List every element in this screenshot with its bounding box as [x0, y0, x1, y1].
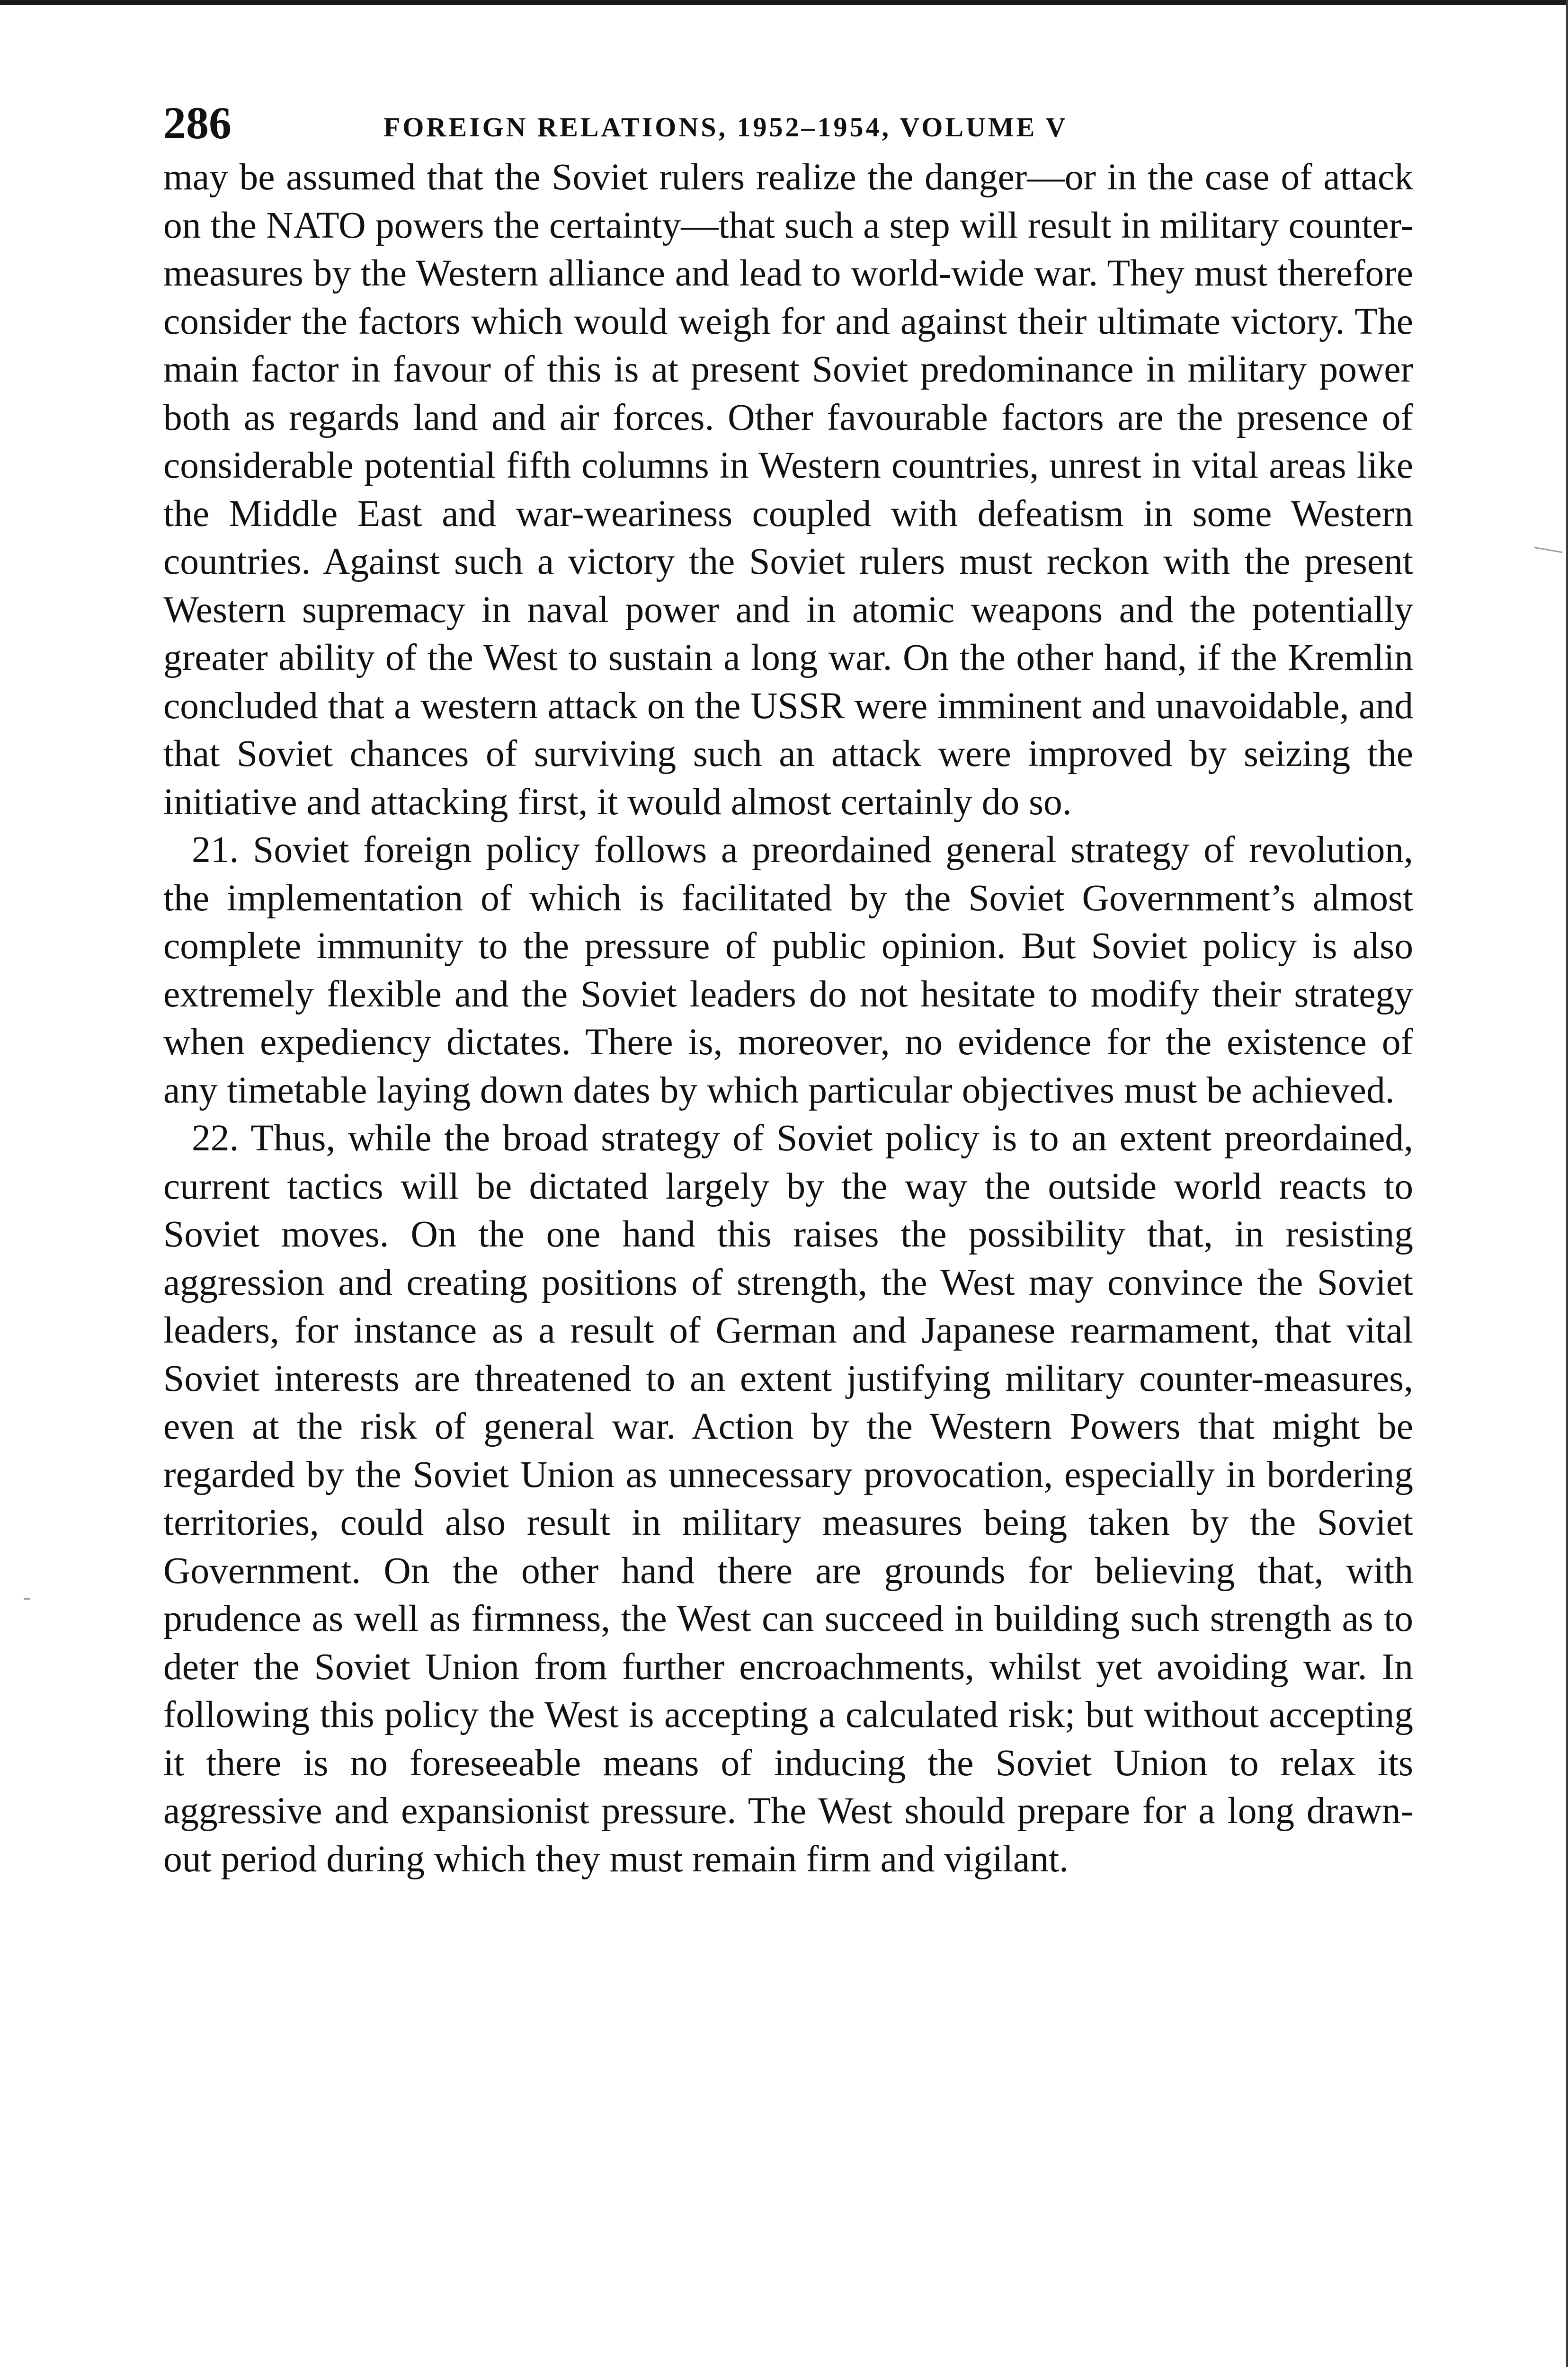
- scan-right-edge: [1566, 0, 1568, 2367]
- paragraph-21: 21. Soviet foreign policy follows a preordained general strategy of revolution, the implementation of which is facilitated by the Soviet Government’s almost complete immunity to the pressure of public opinion. But Soviet policy is also extremely flexible and the Soviet leaders do not hesitate to modify their strategy when expediency dictates. There is, moreover, no evidence for the existence of any timetable laying down dates by which particular objectives must be achieved.: [163, 829, 1413, 1111]
- paragraph-22: 22. Thus, while the broad strategy of Soviet policy is to an extent preordained, current tactics will be dictated largely by the way the outside world reacts to Soviet moves. On the one hand this raises the possibility that, in resisting aggression and creating positions of strength, the West may convince the Soviet leaders, for instance as a result of German and Japanese rearmament, that vital Soviet interests are threatened to an extent justifying military counter-measures, even at the risk of general war. Action by the Western Powers that might be regarded by the Soviet Union as unnecessary provocation, especially in bordering territories, could also result in military measures being taken by the Soviet Government. On the other hand there are grounds for believing that, with prudence as well as firmness, the West can succeed in building such strength as to deter the Soviet Union from further encroachments, whilst yet avoiding war. In following this policy the West is accepting a calculated risk; but without accepting it there is no foreseeable means of inducing the Soviet Union to relax its aggressive and expansionist pressure. The West should prepare for a long drawn-out period during which they must remain firm and vigilant.: [163, 1117, 1413, 1880]
- scan-margin-mark: [1534, 547, 1562, 553]
- scan-margin-mark: [24, 1598, 30, 1600]
- running-head: [163, 95, 1413, 151]
- running-title: FOREIGN RELATIONS, 1952–1954, VOLUME V: [383, 112, 1068, 142]
- body-text: [163, 153, 1413, 1883]
- document-page: [163, 95, 1413, 1883]
- scan-top-edge: [0, 0, 1568, 5]
- paragraph-continuation: may be assumed that the Soviet rulers realize the danger—or in the case of attack on the NATO powers the certainty—that such a step will result in military counter-measures by the Western alliance and lead to world-wide war. They must therefore consider the factors which would weigh for and against their ultimate victory. The main factor in favour of this is at present Soviet predominance in military power both as regards land and air forces. Other favourable factors are the presence of considerable potential fifth columns in Western countries, unrest in vital areas like the Middle East and war-weariness coupled with defeatism in some Western countries. Against such a victory the Soviet rulers must reckon with the present Western supremacy in naval power and in atomic weapons and the potentially greater ability of the West to sustain a long war. On the other hand, if the Kremlin concluded that a western attack on the USSR were imminent and unavoidable, and that Soviet chances of surviving such an attack were improved by seizing the initiative and attacking first, it would almost certainly do so.: [163, 156, 1413, 823]
- page-number: 286: [163, 98, 232, 148]
